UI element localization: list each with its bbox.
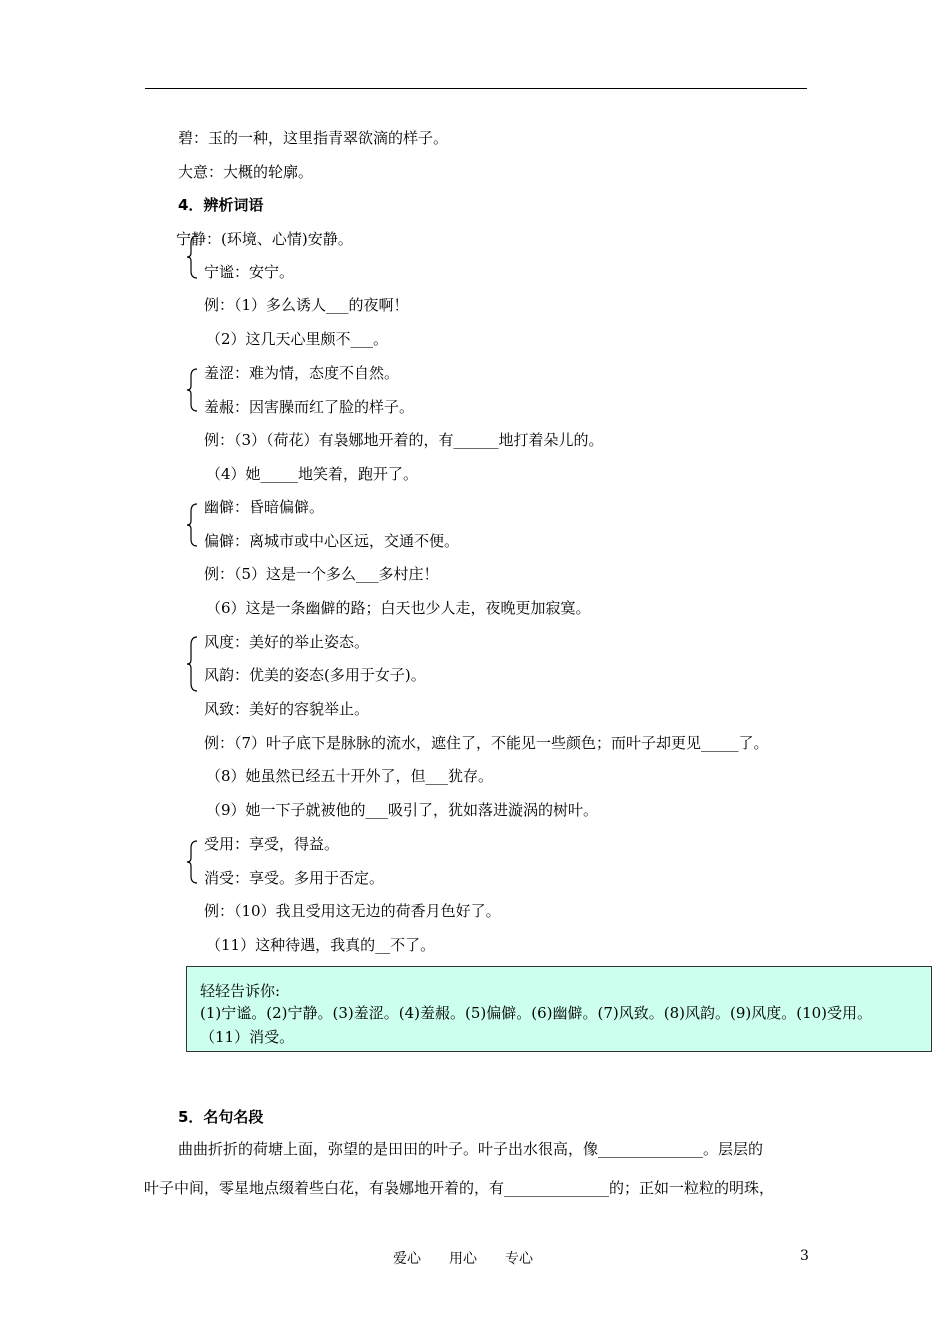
term-ningjing: 宁静：(环境、心情)安静。	[176, 230, 353, 248]
brace-group-4	[186, 636, 198, 692]
term-shouyong: 受用：享受，得益。	[204, 835, 340, 853]
answer-box	[186, 966, 932, 1052]
term-fengyun: 风韵：优美的姿态(多用于女子)。	[204, 666, 426, 684]
example-4: （4）她_____地笑着，跑开了。	[206, 465, 419, 483]
brace-group-2	[186, 368, 198, 412]
term-pianpi: 偏僻：离城市或中心区远，交通不便。	[204, 532, 460, 550]
answer-line-2: （11）消受。	[200, 1028, 295, 1046]
paragraph-line-2: 叶子中间，零星地点缀着些白花，有袅娜地开着的，有______________的；正如一粒粒的明珠，	[144, 1179, 775, 1197]
paragraph-line-1: 曲曲折折的荷塘上面，弥望的是田田的叶子。叶子出水很高，像______________。层层的	[178, 1140, 764, 1158]
term-xiaoshou: 消受：享受。多用于否定。	[204, 869, 385, 887]
example-5: 例：（5）这是一个多么___多村庄！	[204, 565, 439, 583]
term-xiuse: 羞涩：难为情，态度不自然。	[204, 364, 400, 382]
example-8: （8）她虽然已经五十开外了，但___犹存。	[206, 767, 494, 785]
page-number: 3	[800, 1248, 809, 1264]
term-youpi: 幽僻：昏暗偏僻。	[204, 498, 325, 516]
term-xiunan: 羞赧：因害臊而红了脸的样子。	[204, 398, 415, 416]
definition-bi: 碧：玉的一种，这里指青翠欲滴的样子。	[178, 129, 449, 147]
example-7: 例：（7）叶子底下是脉脉的流水，遮住了，不能见一些颜色；而叶子却更见_____了。	[204, 734, 769, 752]
term-fengdu: 风度：美好的举止姿态。	[204, 633, 370, 651]
example-1: 例：（1）多么诱人___的夜啊！	[204, 296, 409, 314]
example-11: （11）这种待遇，我真的__不了。	[206, 936, 436, 954]
answer-box-title: 轻轻告诉你:	[200, 982, 281, 1000]
footer-motto: 爱心 用心 专心	[393, 1251, 533, 1267]
example-3: 例：（3）（荷花）有袅娜地开着的，有______地打着朵儿的。	[204, 431, 604, 449]
example-6: （6）这是一条幽僻的路；白天也少人走，夜晚更加寂寞。	[206, 599, 591, 617]
header-rule	[145, 88, 807, 89]
section5-heading: 5．名句名段	[178, 1108, 264, 1126]
section4-heading: 4．辨析词语	[178, 196, 264, 214]
example-9: （9）她一下子就被他的___吸引了，犹如落进漩涡的树叶。	[206, 801, 599, 819]
definition-dayi: 大意：大概的轮廓。	[178, 163, 314, 181]
brace-group-3	[186, 503, 198, 547]
brace-group-5	[186, 840, 198, 884]
term-fengzhi: 风致：美好的容貌举止。	[204, 700, 370, 718]
answer-line-1: (1)宁谧。(2)宁静。(3)羞涩。(4)羞赧。(5)偏僻。(6)幽僻。(7)风致。(8)风韵。(9)风度。(10)受用。	[200, 1004, 873, 1022]
term-ningmi: 宁谧：安宁。	[204, 263, 295, 281]
example-10: 例：（10）我且受用这无边的荷香月色好了。	[204, 902, 501, 920]
example-2: （2）这几天心里颇不___。	[206, 330, 389, 348]
